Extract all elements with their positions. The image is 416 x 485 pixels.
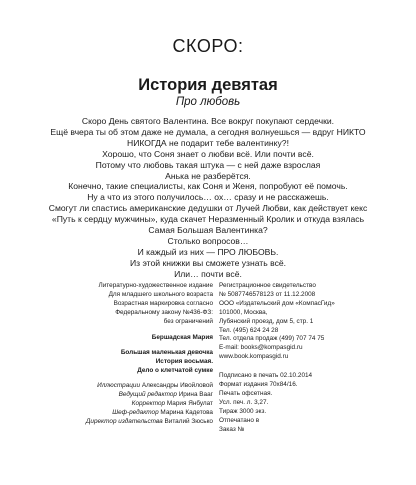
edition-type: Литературно-художественное издание bbox=[98, 282, 213, 289]
credit-role: Корректор bbox=[131, 399, 166, 407]
signed-for-print: Подписано в печать 02.10.2014 bbox=[219, 372, 313, 380]
registration-number: № 5087746578123 от 11.12.2008 bbox=[219, 290, 316, 298]
credit-name: Александры Ивойловой bbox=[141, 382, 213, 390]
credit-line bbox=[20, 418, 213, 427]
publisher-address: Лубянский проезд, дом 5, стр. 1 bbox=[219, 317, 314, 325]
order-number: Заказ № bbox=[219, 425, 245, 433]
credit-name: Ирина Вааг bbox=[178, 391, 213, 399]
age-group: Для младшего школьного возраста bbox=[108, 290, 213, 298]
edition-format: Формат издания 70х84/16. bbox=[219, 381, 298, 389]
story-line: Или… почти всё. bbox=[174, 268, 242, 279]
author-name: Бершадская Мария bbox=[151, 333, 213, 341]
credit-role: Шеф-редактор bbox=[112, 408, 159, 416]
coming-soon-heading: СКОРО: bbox=[172, 36, 244, 56]
story-line: Ещё вчера ты об этом даже не думала, а сегодня волнуешься — вдруг НИКТО bbox=[50, 126, 366, 137]
book-subtitle: Про любовь bbox=[175, 96, 241, 108]
book-title: История девятая bbox=[138, 76, 278, 94]
registration-line: Регистрационное свидетельство bbox=[219, 282, 316, 289]
credit-line bbox=[20, 391, 213, 400]
imprint-left-column bbox=[20, 282, 213, 427]
story-line: Самая Большая Валентинка? bbox=[148, 225, 268, 236]
publisher-website: www.book.kompasgid.ru bbox=[219, 353, 289, 361]
story-line: Столько вопросов… bbox=[167, 235, 249, 246]
credit-name: Марина Кадетова bbox=[160, 408, 213, 416]
credit-role: Иллюстрации bbox=[97, 382, 141, 390]
story-blurb bbox=[40, 116, 376, 280]
story-line: Анька не разберётся. bbox=[165, 170, 251, 181]
printed-sheets: Усл. печ. л. 3,27. bbox=[219, 398, 269, 406]
printed-at: Отпечатано в bbox=[219, 416, 260, 424]
story-line: НИКОГДА не подарит тебе валентинку?! bbox=[127, 137, 289, 148]
story-line: Скоро День святого Валентина. Все вокруг покупают сердечки. bbox=[81, 116, 335, 126]
publisher-phone: Тел. (495) 624 24 28 bbox=[219, 326, 279, 334]
story-line: Потому что любовь такая штука — с ней даже взрослая bbox=[95, 159, 321, 170]
series-title: Большая маленькая девочка bbox=[120, 349, 213, 357]
credit-line bbox=[20, 400, 213, 409]
credit-line bbox=[20, 382, 213, 391]
age-label-line: без ограничений bbox=[163, 317, 213, 325]
book-name: Дело о клетчатой сумке bbox=[137, 367, 213, 375]
credit-role: Ведущий редактор bbox=[118, 391, 177, 399]
story-line: Хорошо, что Соня знает о любви всё. Или почти всё. bbox=[102, 148, 314, 159]
print-type: Печать офсетная. bbox=[219, 389, 273, 397]
book-number: История восьмая. bbox=[155, 358, 213, 366]
publisher-email: E-mail: books@kompasgid.ru bbox=[219, 344, 303, 352]
publisher-address: 101000, Москва, bbox=[219, 308, 268, 316]
credit-name: Мария Янбулат bbox=[166, 399, 213, 407]
sales-phone: Тел. отдела продаж (499) 707 74 75 bbox=[219, 335, 325, 343]
print-run: Тираж 3000 экз. bbox=[219, 407, 267, 415]
credit-line bbox=[20, 409, 213, 418]
story-line: Ну а что из этого получилось… ох… сразу и не расскажешь. bbox=[87, 192, 329, 203]
credit-role: Директор издательства bbox=[85, 417, 163, 425]
imprint-right-column bbox=[219, 282, 399, 435]
age-label-line: Возрастная маркировка согласно bbox=[113, 299, 213, 307]
story-line: И каждый из них — ПРО ЛЮБОВЬ. bbox=[137, 246, 279, 257]
age-label-line: Федеральному закону №436-ФЗ: bbox=[115, 308, 213, 316]
credit-name: Виталий Зюсько bbox=[164, 417, 213, 425]
story-line: Смогут ли спастись американские дедушки от Лучей Любви, как действует кекс bbox=[48, 203, 368, 214]
story-line: Из этой книжки вы сможете узнать всё. bbox=[129, 257, 287, 268]
story-line: Конечно, такие специалисты, как Соня и Женя, попробуют её помочь. bbox=[68, 181, 348, 192]
publisher-name: ООО «Издательский дом «КомпасГид» bbox=[219, 299, 335, 307]
story-line: «Путь к сердцу мужчины», куда скачет Неразменный Кролик и откуда взялась bbox=[51, 214, 365, 225]
